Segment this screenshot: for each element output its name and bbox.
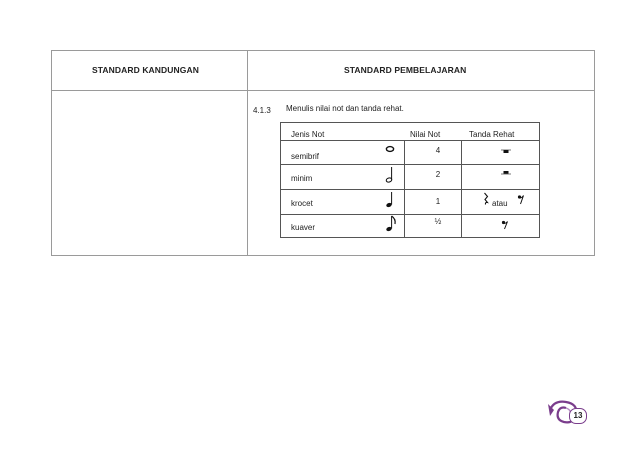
eighth-note-icon [385,215,397,233]
page-number: 13 [569,408,587,424]
col-header-tanda-rehat: Tanda Rehat [469,130,515,139]
half-note-icon [385,166,395,184]
row-divider [281,140,539,141]
header-standard-pembelajaran: STANDARD PEMBELAJARAN [344,65,467,75]
note-value: 1 [435,197,441,206]
col-divider [404,140,405,237]
item-code: 4.1.3 [253,106,271,115]
header-standard-kandungan: STANDARD KANDUNGAN [92,65,199,75]
item-text: Menulis nilai not dan tanda rehat. [286,104,404,113]
row-divider [281,164,539,165]
atau-text: atau [492,199,508,208]
note-table [280,122,540,238]
whole-note-icon [385,144,395,154]
col-divider [461,140,462,237]
note-value: 2 [435,170,441,179]
quarter-note-icon [385,191,395,209]
note-value: 4 [435,146,441,155]
header-divider [52,90,594,91]
note-value: ½ [434,217,442,226]
col-header-jenis-not: Jenis Not [291,130,325,139]
note-name: minim [291,174,313,183]
note-name: kuaver [291,223,316,232]
quarter-rest-alt-icon [517,194,525,205]
note-name: krocet [291,199,313,208]
col-header-nilai-not: Nilai Not [410,130,441,139]
row-divider [281,214,539,215]
whole-rest-icon [501,149,511,157]
note-name: semibrif [291,152,320,161]
eighth-rest-icon [501,220,509,230]
row-divider [281,189,539,190]
quarter-rest-icon [482,192,490,205]
column-divider [247,51,248,255]
content-table [51,50,595,256]
half-rest-icon [501,169,511,177]
